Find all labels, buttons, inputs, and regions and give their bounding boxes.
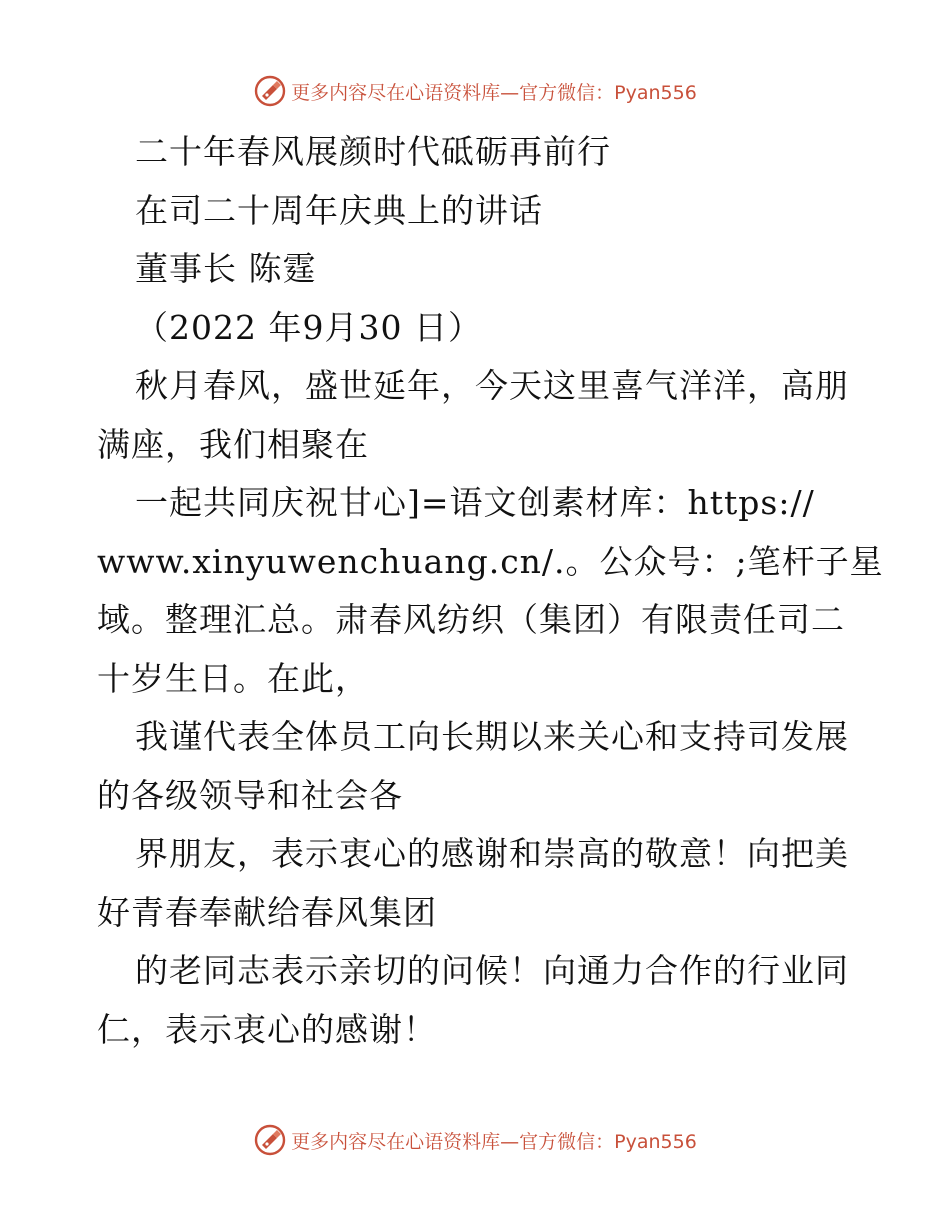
paragraph-line: 秋月春风，盛世延年，今天这里喜气洋洋，高朋 xyxy=(135,366,849,405)
paragraph-line: 我谨代表全体员工向长期以来关心和支持司发展 xyxy=(135,717,849,756)
watermark-header xyxy=(0,69,950,113)
document-title: 二十年春风展颜时代砥砺再前行 xyxy=(135,132,611,171)
paragraph-line: 的老同志表示亲切的问候！向通力合作的行业同 xyxy=(135,951,849,990)
paragraph-line: 好青春奉献给春风集团 xyxy=(97,892,437,932)
date-line: （2022 年9月30 日） xyxy=(135,307,482,347)
pen-nib-logo-icon xyxy=(253,74,287,108)
paragraph-line: 满座，我们相聚在 xyxy=(97,424,369,464)
pen-nib-logo-icon xyxy=(253,1123,287,1157)
document-subtitle: 在司二十周年庆典上的讲话 xyxy=(135,190,543,230)
paragraph-line: 十岁生日。在此， xyxy=(97,658,369,698)
watermark-text: 更多内容尽在心语资料库—官方微信：Pyan556 xyxy=(291,81,697,104)
paragraph-line: 一起共同庆祝甘心]=语文创素材库：https:// xyxy=(135,483,815,522)
paragraph-line: 界朋友，表示衷心的感谢和崇高的敬意！向把美 xyxy=(135,834,849,873)
paragraph-line: 的各级领导和社会各 xyxy=(97,775,403,815)
watermark-footer xyxy=(0,1118,950,1162)
watermark-text: 更多内容尽在心语资料库—官方微信：Pyan556 xyxy=(291,1130,697,1153)
paragraph-line: 仁，表示衷心的感谢！ xyxy=(97,1009,437,1049)
paragraph-line: www.xinyuwenchuang.cn/.。公众号：;笔杆子星 xyxy=(97,541,884,581)
paragraph-line: 域。整理汇总。肃春风纺织（集团）有限责任司二 xyxy=(97,600,845,639)
document-body xyxy=(97,123,884,1059)
speaker-line: 董事长 陈霆 xyxy=(135,249,317,288)
